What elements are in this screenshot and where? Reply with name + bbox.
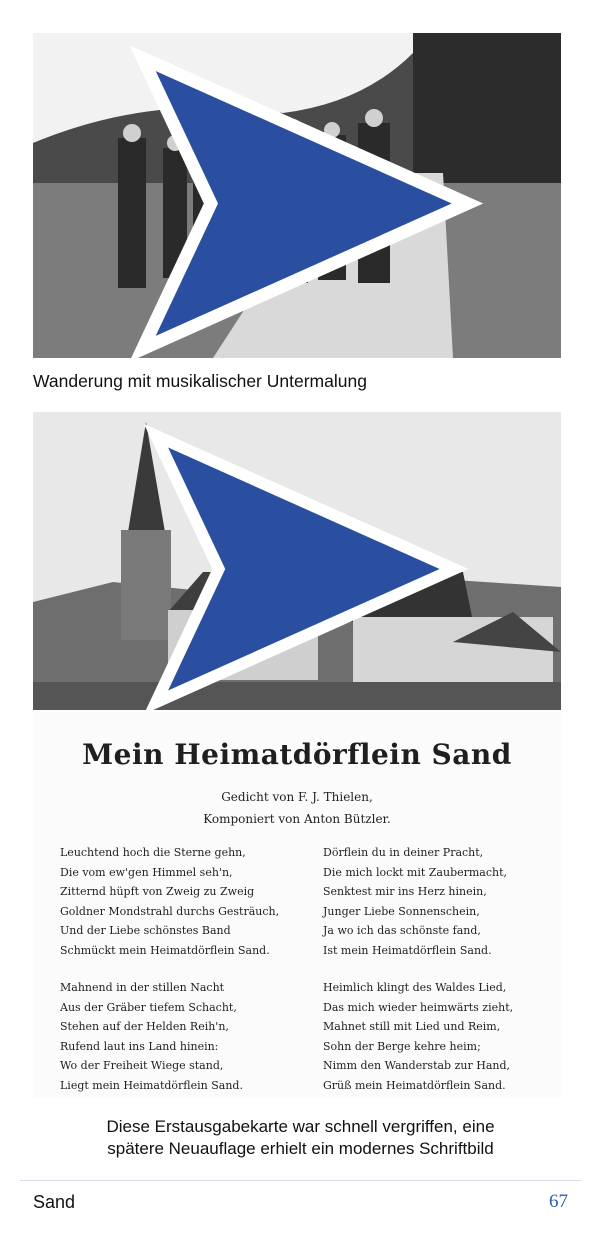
poem-line: Liegt mein Heimatdörflein Sand. <box>60 1078 243 1092</box>
poem-line: Dörflein du in deiner Pracht, <box>323 846 484 859</box>
poem-stanza <box>323 978 568 1095</box>
poem-line: Stehen auf der Helden Reih'n, <box>60 1020 229 1033</box>
poem-line: Senktest mir ins Herz hinein, <box>323 885 487 898</box>
arrow-marker-icon <box>41 41 561 358</box>
poem-line: Ja wo ich das schönste fand, <box>323 924 481 937</box>
poem-line: Junger Liebe Sonnenschein, <box>323 904 480 918</box>
poem-line: Aus der Gräber tiefem Schacht, <box>60 1000 237 1014</box>
poem-line: Leuchtend hoch die Sterne gehn, <box>60 846 246 859</box>
footer-section-label: Sand <box>33 1192 76 1212</box>
poem-title: Mein Heimatdörflein Sand <box>82 738 512 771</box>
poem-card <box>33 712 561 1098</box>
hiking-photo <box>33 33 561 358</box>
poem-author: Gedicht von F. J. Thielen, <box>221 790 373 804</box>
poem-line: Ist mein Heimatdörflein Sand. <box>323 943 492 957</box>
poem-line: Sohn der Berge kehre heim; <box>323 1039 481 1053</box>
footer-divider <box>20 1180 581 1181</box>
village-photo <box>33 412 561 710</box>
caption-note-line: spätere Neuauflage erhielt ein modernes Schriftbild <box>107 1139 494 1158</box>
poem-line: Zitternd hüpft von Zweig zu Zweig <box>60 885 255 898</box>
poem-line: Goldner Mondstrahl durchs Gesträuch, <box>60 904 280 918</box>
caption-note-line: Diese Erstausgabekarte war schnell vergriffen, eine <box>106 1117 495 1136</box>
poem-line: Mahnet still mit Lied und Reim, <box>323 1020 501 1033</box>
poem-line: Die vom ew'gen Himmel seh'n, <box>60 865 233 879</box>
poem-stanza <box>60 843 305 960</box>
poem-line: Und der Liebe schönstes Band <box>60 924 231 937</box>
poem-line: Grüß mein Heimatdörflein Sand. <box>323 1078 506 1092</box>
poem-line: Wo der Freiheit Wiege stand, <box>60 1059 224 1072</box>
poem-line: Nimm den Wanderstab zur Hand, <box>323 1059 511 1072</box>
poem-stanza <box>60 978 305 1095</box>
poem-line: Das mich wieder heimwärts zieht, <box>323 1000 514 1014</box>
poem-line: Rufend laut ins Land hinein: <box>60 1039 219 1053</box>
poem-line: Schmückt mein Heimatdörflein Sand. <box>60 943 270 957</box>
caption-note <box>0 1116 601 1160</box>
poem-line: Mahnend in der stillen Nacht <box>60 981 225 994</box>
poem-composer: Komponiert von Anton Bützler. <box>203 812 391 826</box>
page-number: 67 <box>549 1191 568 1212</box>
photo-caption: Wanderung mit musikalischer Untermalung <box>33 371 367 391</box>
poem-line: Heimlich klingt des Waldes Lied, <box>323 981 507 994</box>
poem-stanza <box>323 843 568 960</box>
poem-line: Die mich lockt mit Zaubermacht, <box>323 865 508 879</box>
arrow-marker-icon <box>41 420 561 710</box>
